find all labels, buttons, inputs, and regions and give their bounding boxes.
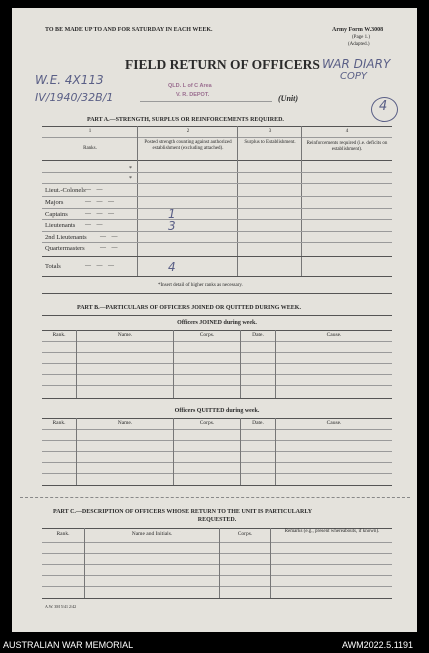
reference-handwriting-2: IV/1940/32B/1	[35, 91, 114, 104]
joined-divider	[240, 330, 241, 398]
col-header-posted-strength: Posted strength counting against authorized establishment (excluding attached).	[144, 140, 232, 151]
rank-label: Lieut.-Colonels	[45, 187, 86, 194]
stamp-line-2: V. R. DEPOT.	[176, 92, 210, 98]
quitted-col-cause: Cause.	[326, 420, 342, 426]
war-diary-handwriting: WAR DIARY	[322, 57, 391, 71]
blank-rank-mark-1: *	[129, 166, 132, 172]
part-a-top-rule	[42, 126, 392, 127]
joined-bottom-rule	[42, 398, 392, 399]
quitted-row-rule	[42, 462, 392, 463]
quitted-row-rule	[42, 451, 392, 452]
joined-row-rule	[42, 352, 392, 353]
quitted-header-rule	[42, 418, 392, 419]
part-a-bottom-rule	[42, 276, 392, 277]
printer-note: A.W. 3M 5/41 2/42	[45, 604, 77, 609]
copy-handwriting: COPY	[340, 71, 367, 82]
part-b-title: PART B.—PARTICULARS OF OFFICERS JOINED OR QUITTED DURING WEEK.	[77, 305, 301, 311]
part-c-divider	[84, 528, 85, 598]
quitted-row-rule	[42, 440, 392, 441]
joined-row-rule	[42, 385, 392, 386]
joined-divider	[275, 330, 276, 398]
part-a-end-rule	[42, 293, 392, 294]
part-a-title: PART A.—STRENGTH, SURPLUS OR REINFORCEMENTS REQUIRED.	[87, 117, 284, 123]
rank-label: Quartermasters	[45, 245, 85, 252]
rank-row-rule	[42, 208, 392, 209]
joined-header-rule	[42, 330, 392, 331]
part-c-title-line-1: PART C.—DESCRIPTION OF OFFICERS WHOSE RETURN TO THE UNIT IS PARTICULARLY	[53, 509, 313, 515]
part-c-row-rule	[42, 564, 392, 565]
rank-row-rule	[42, 242, 392, 243]
adapted-note: (Adapted.)	[348, 42, 370, 47]
part-c-row-rule	[42, 542, 392, 543]
part-b-top-rule	[42, 315, 392, 316]
leader-dashes: — —	[85, 187, 105, 193]
part-c-divider	[270, 528, 271, 598]
part-c-divider	[219, 528, 220, 598]
instruction-text: TO BE MADE UP TO AND FOR SATURDAY IN EACH WEEK.	[45, 27, 213, 33]
quitted-divider	[275, 418, 276, 485]
col-header-reinforcements: Reinforcements required (i.e. deficits on establishment).	[306, 141, 388, 152]
joined-divider	[76, 330, 77, 398]
perforation-line	[20, 497, 410, 498]
part-c-col-corps: Corps.	[237, 531, 253, 537]
joined-col-rank: Rank.	[52, 332, 66, 338]
rank-row-rule	[42, 196, 392, 197]
leader-dashes: — —	[100, 245, 120, 251]
quitted-title: Officers QUITTED during week.	[174, 408, 260, 414]
totals-top-rule	[42, 256, 392, 257]
part-c-col-name: Name and Initials.	[131, 531, 173, 537]
quitted-col-corps: Corps.	[199, 420, 215, 426]
part-c-col-rank: Rank.	[56, 531, 70, 537]
joined-col-corps: Corps.	[199, 332, 215, 338]
quitted-divider	[173, 418, 174, 485]
stamp-line-1: QLD. L of C Area	[168, 83, 212, 89]
quitted-bottom-rule	[42, 485, 392, 486]
part-c-bottom-rule	[42, 598, 392, 599]
totals-label: Totals	[45, 263, 61, 270]
rank-label: Majors	[45, 199, 64, 206]
rank-label: Lieutenants	[45, 222, 76, 229]
part-c-title-line-2: REQUESTED.	[197, 517, 237, 523]
joined-row-rule	[42, 363, 392, 364]
blank-rank-mark-2: *	[129, 176, 132, 182]
leader-dashes: — — —	[85, 263, 116, 269]
captains-strength: 1	[168, 207, 176, 221]
part-a-divider-1	[137, 126, 138, 276]
col-number-2: 2	[186, 129, 190, 134]
quitted-col-date: Date.	[252, 420, 264, 426]
quitted-col-rank: Rank.	[52, 420, 66, 426]
footer-institution: AUSTRALIAN WAR MEMORIAL	[3, 640, 134, 650]
col-number-4: 4	[345, 129, 349, 134]
col-number-rule	[42, 137, 392, 138]
quitted-row-rule	[42, 429, 392, 430]
part-a-divider-3	[301, 126, 302, 276]
unit-underline	[140, 101, 272, 102]
part-c-col-remarks: Remarks (e.g., present whereabouts, if known).	[284, 529, 380, 534]
joined-divider	[173, 330, 174, 398]
col-number-1: 1	[88, 129, 92, 134]
rank-row-rule	[42, 219, 392, 220]
part-a-divider-2	[237, 126, 238, 276]
rank-label: 2nd Lieutenants	[45, 234, 87, 241]
page-title: FIELD RETURN OF OFFICERS	[125, 57, 320, 72]
col-header-surplus: Surplus to Establishment.	[244, 140, 296, 145]
joined-col-cause: Cause.	[326, 332, 342, 338]
quitted-col-name: Name.	[117, 420, 133, 426]
part-c-row-rule	[42, 575, 392, 576]
part-a-header-rule	[42, 160, 392, 161]
part-a-footnote: *Insert detail of higher ranks as necessary.	[158, 283, 243, 288]
joined-title: Officers JOINED during week.	[177, 320, 257, 326]
blank-row-rule-2	[42, 183, 392, 184]
part-c-row-rule	[42, 553, 392, 554]
blank-row-rule-1	[42, 172, 392, 173]
col-number-3: 3	[268, 129, 272, 134]
page-number: (Page 1.)	[352, 35, 371, 40]
joined-row-rule	[42, 341, 392, 342]
quitted-row-rule	[42, 473, 392, 474]
circled-number: 4	[379, 99, 388, 114]
leader-dashes: — —	[100, 234, 120, 240]
col-header-ranks: Ranks.	[83, 146, 97, 151]
joined-col-date: Date.	[252, 332, 264, 338]
leader-dashes: — —	[85, 222, 105, 228]
rank-row-rule	[42, 231, 392, 232]
footer-accession-number: AWM2022.5.1191	[342, 640, 414, 650]
part-c-row-rule	[42, 586, 392, 587]
joined-col-name: Name.	[117, 332, 133, 338]
leader-dashes: — — —	[85, 199, 116, 205]
reference-handwriting-1: W.E. 4X113	[35, 73, 104, 87]
leader-dashes: — — —	[85, 211, 116, 217]
unit-label: (Unit)	[278, 94, 298, 103]
joined-row-rule	[42, 374, 392, 375]
totals-value: 4	[168, 260, 176, 274]
quitted-divider	[240, 418, 241, 485]
form-number: Army Form W.3008	[332, 27, 384, 33]
lieutenants-strength: 3	[168, 219, 176, 233]
quitted-divider	[76, 418, 77, 485]
rank-label: Captains	[45, 211, 68, 218]
